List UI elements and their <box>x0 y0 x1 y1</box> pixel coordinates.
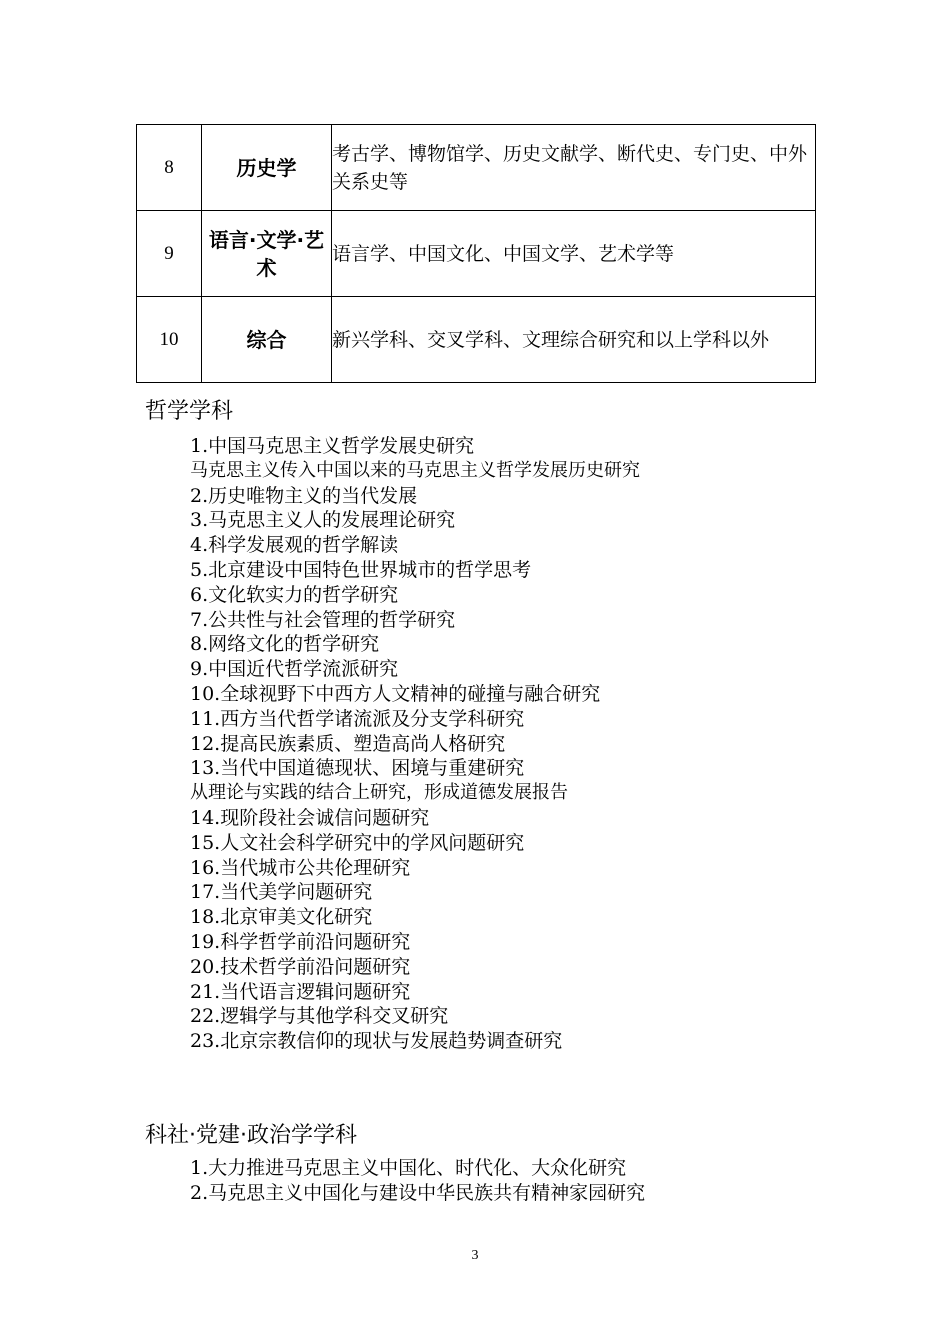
list-item: 12.提高民族素质、塑造高尚人格研究 <box>190 732 506 755</box>
list-item: 16.当代城市公共伦理研究 <box>190 856 411 879</box>
row-description: 新兴学科、交叉学科、文理综合研究和以上学科以外 <box>332 297 816 383</box>
row-description: 考古学、博物馆学、历史文献学、断代史、专门史、中外关系史等 <box>332 125 816 211</box>
list-item: 15.人文社会科学研究中的学风问题研究 <box>190 831 525 854</box>
row-category: 历史学 <box>202 125 332 211</box>
list-item: 20.技术哲学前沿问题研究 <box>190 955 411 978</box>
list-item: 18.北京审美文化研究 <box>190 906 373 929</box>
table-row <box>137 211 816 297</box>
table-row <box>137 297 816 383</box>
list-item: 19.科学哲学前沿问题研究 <box>190 930 411 953</box>
list-item: 10.全球视野下中西方人文精神的碰撞与融合研究 <box>190 682 601 705</box>
list-item: 22.逻辑学与其他学科交叉研究 <box>190 1005 449 1028</box>
list-item: 17.当代美学问题研究 <box>190 881 373 904</box>
list-item: 21.当代语言逻辑问题研究 <box>190 980 411 1003</box>
list-item: 6.文化软实力的哲学研究 <box>190 583 399 606</box>
list-item: 7.公共性与社会管理的哲学研究 <box>190 608 456 631</box>
row-number: 9 <box>137 211 202 297</box>
list-item: 8.网络文化的哲学研究 <box>190 633 380 656</box>
subject-table <box>136 124 816 383</box>
row-category: 语言·文学·艺术 <box>202 211 332 297</box>
list-item-note: 马克思主义传入中国以来的马克思主义哲学发展历史研究 <box>190 459 640 481</box>
table-row <box>137 125 816 211</box>
list-item: 13.当代中国道德现状、困境与重建研究 <box>190 757 525 780</box>
section-title-politics: 科社·党建·政治学学科 <box>145 1123 357 1148</box>
list-item: 4.科学发展观的哲学解读 <box>190 534 399 557</box>
philosophy-topic-list <box>190 434 640 1054</box>
list-item-note: 从理论与实践的结合上研究，形成道德发展报告 <box>190 782 568 804</box>
list-item: 9.中国近代哲学流派研究 <box>190 658 399 681</box>
list-item: 11.西方当代哲学诸流派及分支学科研究 <box>190 707 525 730</box>
row-number: 10 <box>137 297 202 383</box>
list-item: 2.历史唯物主义的当代发展 <box>190 484 418 507</box>
list-item: 1.中国马克思主义哲学发展史研究 <box>190 435 475 457</box>
list-item: 14.现阶段社会诚信问题研究 <box>190 806 430 829</box>
row-description: 语言学、中国文化、中国文学、艺术学等 <box>332 211 816 297</box>
list-item: 2.马克思主义中国化与建设中华民族共有精神家园研究 <box>190 1181 646 1204</box>
list-item: 5.北京建设中国特色世界城市的哲学思考 <box>190 558 532 581</box>
section-title-philosophy: 哲学学科 <box>145 399 234 424</box>
row-category: 综合 <box>202 297 332 383</box>
list-item: 23.北京宗教信仰的现状与发展趋势调查研究 <box>190 1030 563 1053</box>
page-number: 3 <box>471 1248 479 1263</box>
list-item: 3.马克思主义人的发展理论研究 <box>190 509 456 532</box>
row-number: 8 <box>137 125 202 211</box>
list-item: 1.大力推进马克思主义中国化、时代化、大众化研究 <box>190 1157 627 1179</box>
politics-topic-list <box>190 1156 645 1206</box>
